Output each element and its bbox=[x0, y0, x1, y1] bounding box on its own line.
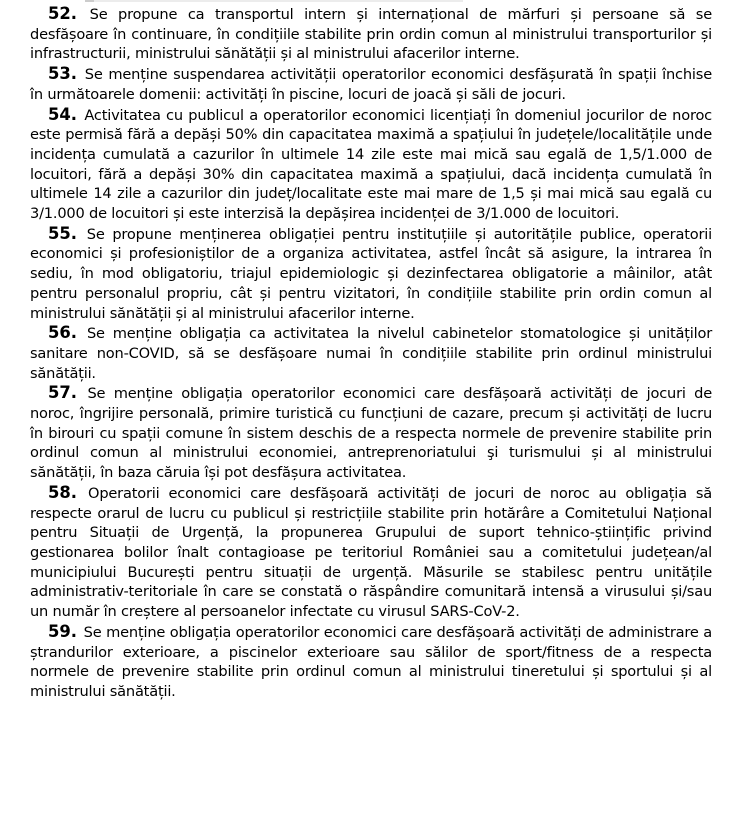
paragraph-text: Se menține obligația ca activitatea la nivelul cabinetelor stomatologice și unităților sanitare non-COVID, să se desfășoare numai în condițiile stabilite prin ordinul ministrului sănătății. bbox=[30, 325, 712, 382]
paragraph-53 bbox=[30, 64, 712, 104]
paragraph-text: Se propune menținerea obligației pentru instituțiile și autoritățile publice, operatorii economici și profesioniștilor de a organiza activitatea, astfel încât să asigure, la intrarea în sediu, în mod obligatoriu, triajul epidemiologic și dezinfectarea obligatorie a mâinilor, atât pentru personalul propriu, cât și pentru vizitatori, în condițiile stabilite prin ordin comun al ministrului sănătății și al ministrului afacerilor interne. bbox=[30, 225, 712, 322]
paragraph-number: 57. bbox=[48, 383, 78, 403]
paragraph-number: 55. bbox=[48, 223, 78, 243]
paragraph-52 bbox=[30, 4, 712, 64]
document-body bbox=[30, 4, 712, 702]
paragraph-text: Se menține obligația operatorilor economici care desfășoară activități de jocuri de noroc, îngrijire personală, primire turistică cu funcțiuni de cazare, precum și activități de lucru în birouri cu spații comune în sistem deschis de a respecta normele de prevenire stabilite prin ordinul comun al ministrului economiei, antreprenoriatului şi turismului și al ministrului sănătății, în baza căruia își pot desfășura activitatea. bbox=[30, 385, 712, 482]
paragraph-55 bbox=[30, 224, 712, 324]
paragraph-54 bbox=[30, 105, 712, 224]
paragraph-number: 53. bbox=[48, 64, 78, 84]
paragraph-59 bbox=[30, 622, 712, 702]
paragraph-58 bbox=[30, 483, 712, 622]
paragraph-57 bbox=[30, 383, 712, 483]
paragraph-number: 56. bbox=[48, 323, 78, 343]
paragraph-text: Se propune ca transportul intern și internațional de mărfuri și persoane să se desfășoare în continuare, în condițiile stabilite prin ordin comun al ministrului transporturilor și infrastructurii, ministrului sănătății și al ministrului afacerilor interne. bbox=[30, 6, 712, 63]
paragraph-text: Se menține suspendarea activității operatorilor economici desfășurată în spații închise în următoarele domenii: activități în piscine, locuri de joacă și săli de jocuri. bbox=[30, 66, 712, 103]
paragraph-text: Se menține obligația operatorilor economici care desfășoară activități de administrare a ștrandurilor exterioare, a piscinelor exterioare sau sălilor de sport/fitness de a respecta normele de prevenire stabilite prin ordinul comun al ministrului tineretului și sportului și al ministrului sănătății. bbox=[30, 623, 712, 700]
paragraph-56 bbox=[30, 323, 712, 383]
paragraph-number: 58. bbox=[48, 482, 78, 502]
page-top-cutoff-artifact bbox=[85, 0, 463, 2]
paragraph-number: 54. bbox=[48, 104, 78, 124]
paragraph-text: Activitatea cu publicul a operatorilor economici licențiați în domeniul jocurilor de noroc este permisă fără a depăși 50% din capacitatea maximă a spațiului în județele/localitățile unde incidența cumulată a cazurilor în ultimele 14 zile este mai mică sau egală de 1,5/1.000 de locuitori, fără a depăși 30% din capacitatea maximă a spațiului, dacă incidența cumulată în ultimele 14 zile a cazurilor din județ/localitate este mai mare de 1,5 și mai mică sau egală cu 3/1.000 de locuitori și este interzisă la depășirea incidenței de 3/1.000 de locuitori. bbox=[30, 106, 712, 223]
paragraph-number: 52. bbox=[48, 4, 78, 23]
paragraph-text: Operatorii economici care desfășoară activități de jocuri de noroc au obligația să respecte orarul de lucru cu publicul și restricțiile stabilite prin hotărâre a Comitetului Național pentru Situații de Urgență, la propunerea Grupului de suport tehnico-științific privind gestionarea bolilor înalt contagioase pe teritoriul României sau a comitetului județean/al municipiului București pentru situații de urgență. Măsurile se stabilesc pentru unitățile administrativ-teritoriale în care se constată o răspândire comunitară intensă a virusului și/sau un număr în creștere al persoanelor infectate cu virusul SARS-CoV-2. bbox=[30, 484, 712, 621]
paragraph-number: 59. bbox=[48, 621, 78, 641]
